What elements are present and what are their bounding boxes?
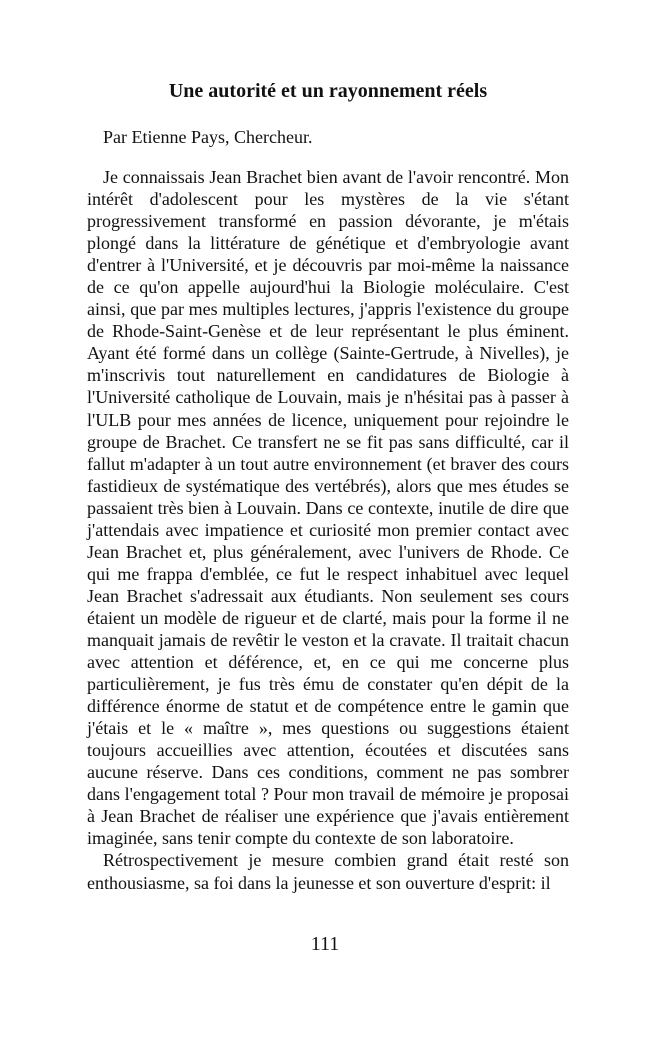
- article-byline: Par Etienne Pays, Chercheur.: [103, 127, 313, 147]
- page-number: 111: [310, 933, 340, 955]
- article-title: Une autorité et un rayonnement réels: [168, 80, 488, 102]
- paragraph-2: Rétrospectivement je mesure combien grand était resté son enthousiasme, sa foi dans la jeunesse et son ouverture d'esprit: il: [87, 850, 569, 893]
- document-page: [87, 78, 569, 894]
- paragraph-1: Je connaissais Jean Brachet bien avant de l'avoir rencontré. Mon intérêt d'adolescent pour les mystères de la vie s'étant progressivement transformé en passion dévorante, je m'étais plongé dans la littérature de génétique et d'embryologie avant d'entrer à l'Université, et je découvris par moi-même la naissance de ce qu'on appelle aujourd'hui la Biologie moléculaire. C'est ainsi, que par mes multiples lectures, j'appris l'existence du groupe de Rhode-Saint-Genèse et de leur représentant le plus éminent. Ayant été formé dans un collège (Sainte-Gertrude, à Nivelles), je m'inscrivis tout naturellement en candidatures de Biologie à l'Université catholique de Louvain, mais je n'hésitai pas à passer à l'ULB pour mes années de licence, uniquement pour rejoindre le groupe de Brachet. Ce transfert ne se fit pas sans difficulté, car il fallut m'adapter à un tout autre environnement (et braver des cours fastidieux de systématique des vertébrés), alors que mes études se passaient très bien à Louvain. Dans ce contexte, inutile de dire que j'attendais avec impatience et curiosité mon premier contact avec Jean Brachet et, plus généralement, avec l'univers de Rhode. Ce qui me frappa d'emblée, ce fut le respect inhabituel avec lequel Jean Brachet s'adressait aux étudiants. Non seulement ses cours étaient un modèle de rigueur et de clarté, mais pour la forme il ne manquait jamais de revêtir le veston et la cravate. Il traitait chacun avec attention et déférence, et, en ce qui me concerne plus particulièrement, je fus très ému de constater qu'en dépit de la différence énorme de statut et de compétence entre le gamin que j'étais et le « maître », mes questions ou suggestions étaient toujours accueillies avec attention, écoutées et discutées sans aucune réserve. Dans ces conditions, comment ne pas sombrer dans l'engagement total ? Pour mon travail de mémoire je proposai à Jean Brachet de réaliser une expérience que j'avais entièrement imaginée, sans tenir compte du contexte de son laboratoire.: [87, 167, 569, 849]
